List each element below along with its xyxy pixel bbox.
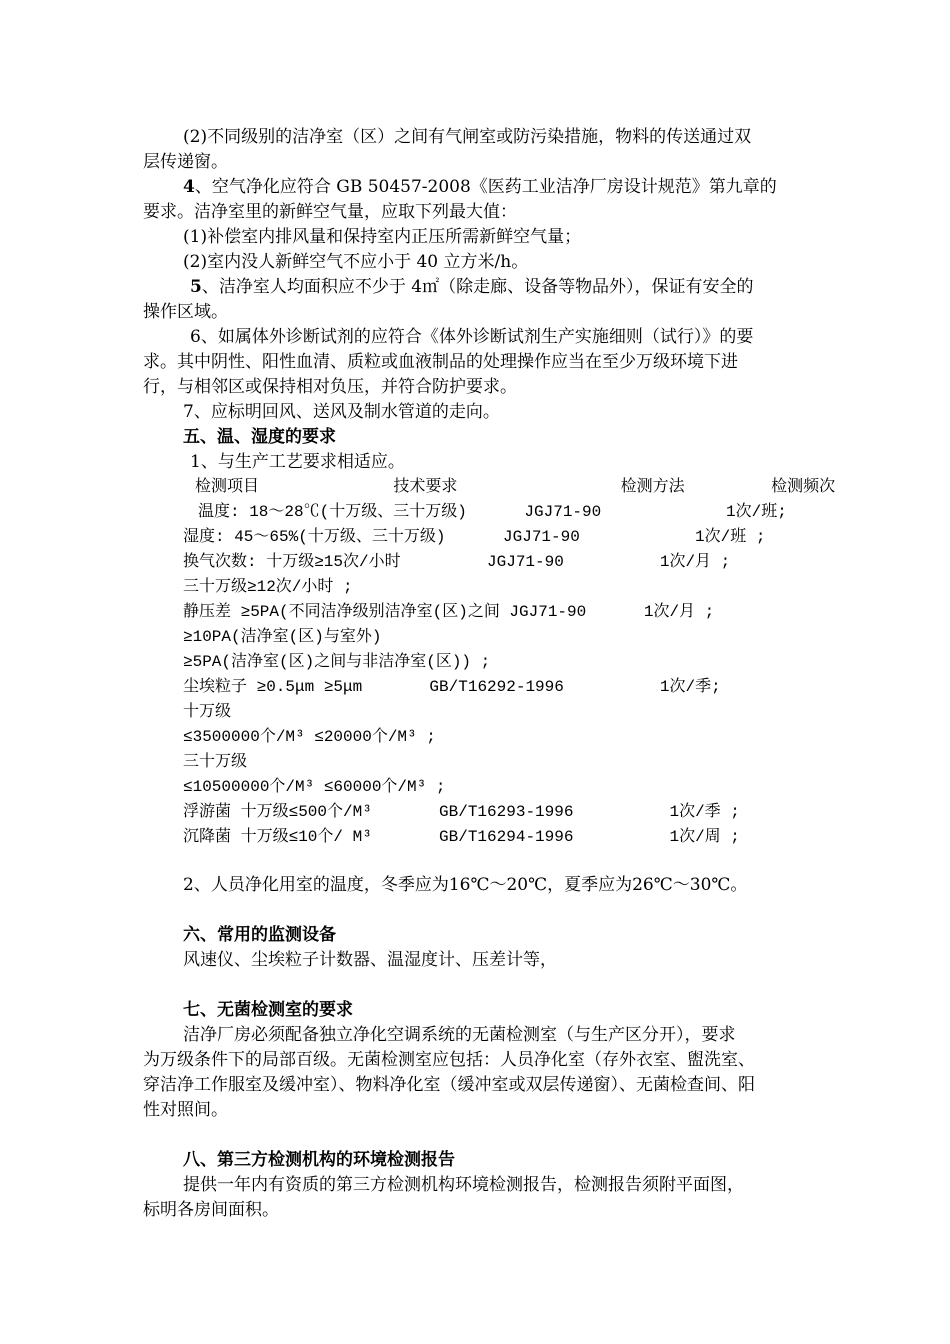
sec4-item5-line1 bbox=[190, 275, 754, 300]
sec5-row-particles: 尘埃粒子 ≥0.5μm ≥5μm GB/T16292-1996 1次/季; bbox=[183, 678, 721, 696]
sec5-item1: 1、与生产工艺要求相适应。 bbox=[190, 452, 405, 472]
sec5-row-settling-bacteria: 沉降菌 十万级≤10个/ M³ GB/T16294-1996 1次/周 ; bbox=[183, 828, 740, 846]
sec7-line4: 性对照间。 bbox=[143, 1100, 228, 1120]
sec7-line2: 为万级条件下的局部百级。无菌检测室应包括：人员净化室（存外衣室、盥洗室、 bbox=[143, 1050, 755, 1070]
sec6-body: 风速仪、尘埃粒子计数器、温湿度计、压差计等， bbox=[183, 950, 557, 970]
sec5-row-pressure-outdoor: ≥10PA(洁净室(区)与室外) bbox=[183, 628, 382, 646]
sec4-item4-sub1: (1)补偿室内排风量和保持室内正压所需新鲜空气量； bbox=[183, 227, 582, 247]
sec4-item7: 7、应标明回风、送风及制水管道的走向。 bbox=[183, 402, 500, 422]
sec4-item4-sub2: (2)室内没人新鲜空气不应小于 40 立方米/h。 bbox=[183, 252, 529, 272]
sec6-heading: 六、常用的监测设备 bbox=[183, 925, 336, 945]
item4-number: 4 bbox=[183, 177, 195, 197]
sec5-table-header: 检测项目 技术要求 检测方法 检测频次 bbox=[195, 478, 836, 496]
sec4-item4-line2: 要求。洁净室里的新鲜空气量，应取下列最大值： bbox=[143, 202, 517, 222]
sec7-heading: 七、无菌检测室的要求 bbox=[183, 1000, 353, 1020]
sec5-row-pressure-nonclean: ≥5PA(洁净室(区)之间与非洁净室(区)) ; bbox=[183, 653, 491, 671]
sec5-row-airborne-bacteria: 浮游菌 十万级≤500个/M³ GB/T16293-1996 1次/季 ; bbox=[183, 803, 740, 821]
sec8-line2: 标明各房间面积。 bbox=[143, 1200, 279, 1220]
sec4-item6-line3: 行，与相邻区或保持相对负压，并符合防护要求。 bbox=[143, 377, 517, 397]
sec5-row-300k-limits: ≤10500000个/M³ ≤60000个/M³ ; bbox=[183, 778, 446, 796]
sec5-row-humidity: 湿度: 45～65%(十万级、三十万级) JGJ71-90 1次/班 ; bbox=[183, 528, 766, 546]
sec8-heading: 八、第三方检测机构的环境检测报告 bbox=[183, 1150, 455, 1170]
sec4-item5-line2: 操作区域。 bbox=[143, 302, 228, 322]
sec7-line1: 洁净厂房必须配备独立净化空调系统的无菌检测室（与生产区分开），要求 bbox=[183, 1025, 736, 1045]
sec4-item4-line1 bbox=[183, 175, 777, 200]
item5-number: 5 bbox=[190, 277, 202, 297]
sec5-row-pressure: 静压差 ≥5PA(不同洁净级别洁净室(区)之间 JGJ71-90 1次/月 ; bbox=[183, 603, 715, 621]
sec5-row-air-changes: 换气次数: 十万级≥15次/小时 JGJ71-90 1次/月 ; bbox=[183, 553, 731, 571]
sec5-item2: 2、人员净化用室的温度，冬季应为16℃～20℃，夏季应为26℃～30℃。 bbox=[183, 875, 748, 895]
sec4-item6-line2: 求。其中阴性、阳性血清、质粒或血液制品的处理操作应当在至少万级环境下进 bbox=[143, 352, 738, 372]
sec5-row-100k-label: 十万级 bbox=[183, 703, 232, 721]
sec5-heading: 五、温、湿度的要求 bbox=[183, 427, 336, 447]
sec8-line1: 提供一年内有资质的第三方检测机构环境检测报告，检测报告须附平面图， bbox=[183, 1175, 744, 1195]
item4-text: 、空气净化应符合 GB 50457-2008《医药工业洁净厂房设计规范》第九章的 bbox=[194, 177, 777, 197]
sec5-row-100k-limits: ≤3500000个/M³ ≤20000个/M³ ; bbox=[183, 728, 436, 746]
sec7-line3: 穿洁净工作服室及缓冲室）、物料净化室（缓冲室或双层传递窗）、无菌检查间、阳 bbox=[143, 1075, 755, 1095]
sec4-item6-line1: 6、如属体外诊断试剂的应符合《体外诊断试剂生产实施细则（试行）》的要 bbox=[190, 327, 754, 347]
sec5-row-300k-label: 三十万级 bbox=[183, 753, 248, 771]
sec5-row-air-changes-300k: 三十万级≥12次/小时 ; bbox=[183, 578, 353, 596]
sec5-row-temperature: 温度: 18～28℃(十万级、三十万级) JGJ71-90 1次/班; bbox=[198, 503, 787, 521]
sec4-p2-line1: (2)不同级别的洁净室（区）之间有气闸室或防污染措施，物料的传送通过双 bbox=[183, 127, 752, 147]
item5-text: 、洁净室人均面积应不少于 4㎡（除走廊、设备等物品外），保证有安全的 bbox=[201, 277, 754, 297]
sec4-p2-line2: 层传递窗。 bbox=[143, 152, 228, 172]
